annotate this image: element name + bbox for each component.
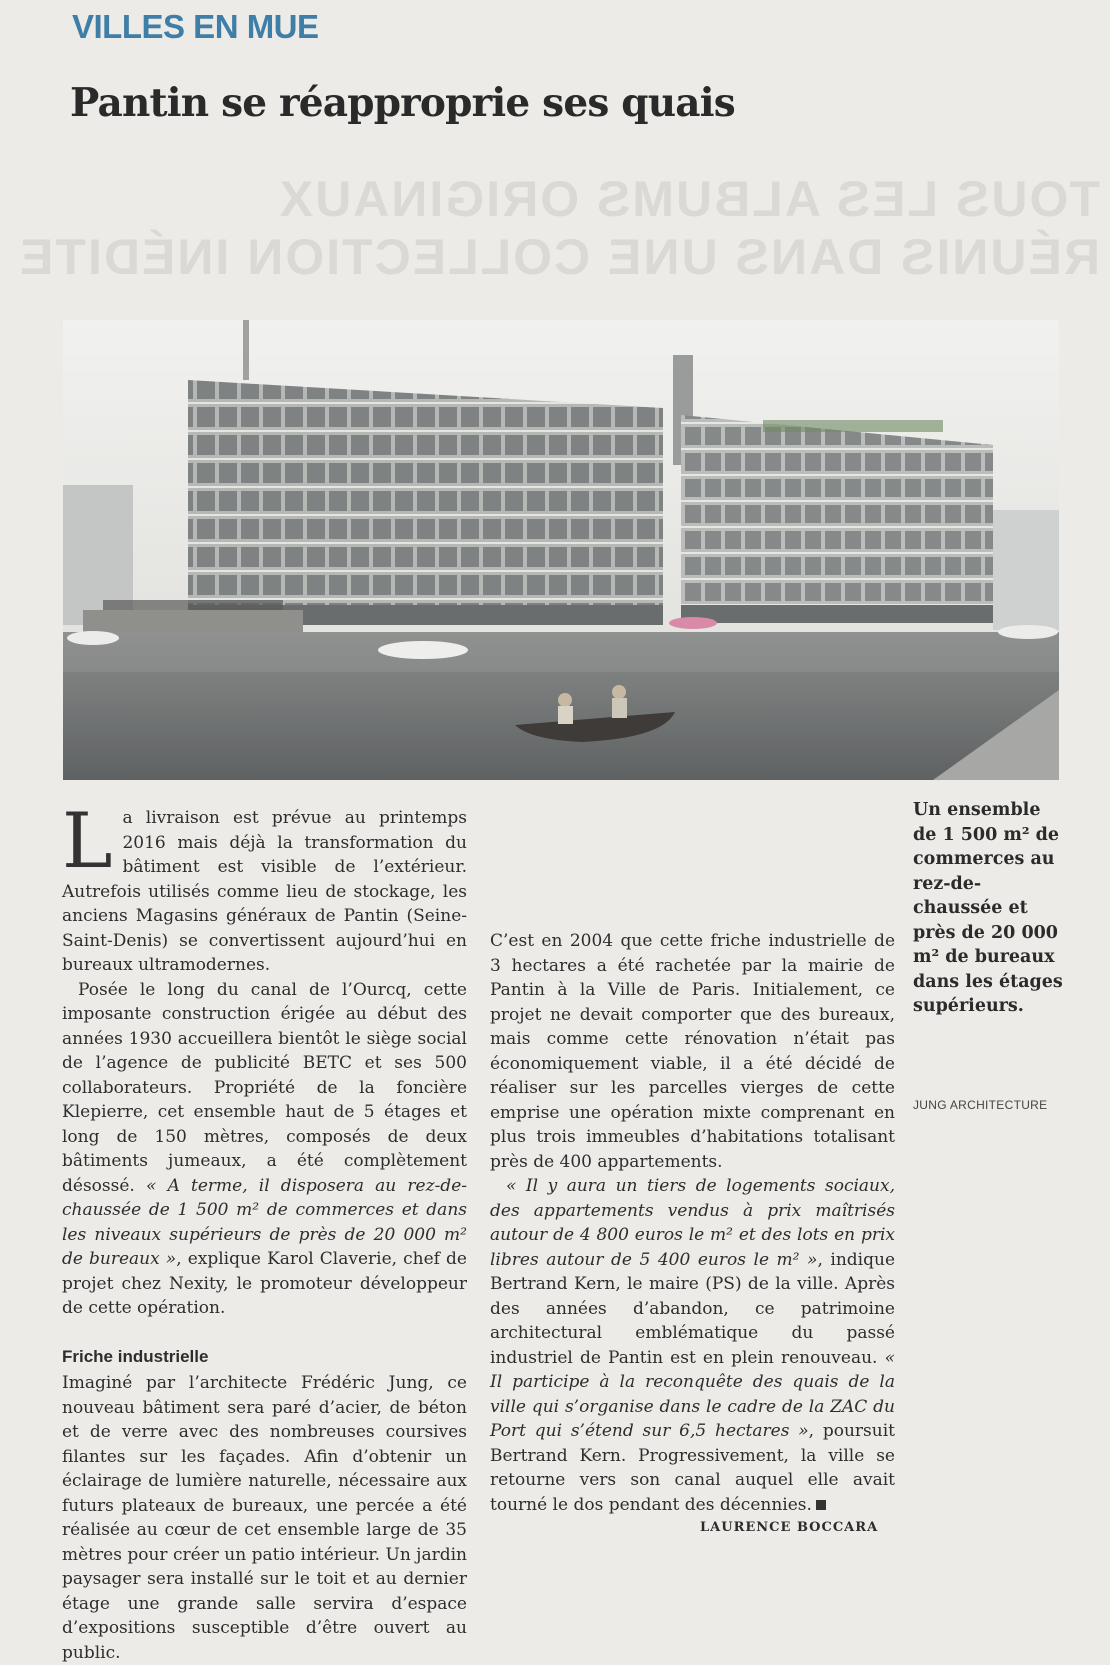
drop-cap: L (62, 796, 113, 885)
paragraph-2 (62, 978, 467, 1321)
photo-caption: Un ensemble de 1 500 m² de commerces au rez-de-chaussée et près de 20 000 m² de bureaux dans les étages supérieurs. (913, 800, 1063, 1016)
article-photo (63, 320, 1059, 780)
photo-credit: JUNG ARCHITECTURE (913, 1098, 1048, 1112)
paragraph-2-end: , explique Karol Claverie, chef de projet chez Nexity, le promoteur développeur de cette opération. (62, 1249, 467, 1318)
paragraph-5-end: , poursuit Bertrand Kern. Progressivement, la ville se retourne vers son canal auquel elle avait tourné le dos pendant des décennies. (490, 1421, 895, 1515)
paragraph-5 (490, 1174, 895, 1517)
bleed-through-text: TOUS LES ALBUMS ORIGINAUX RÉUNIS DANS UNE COLLECTION INÉDITE (18, 171, 1100, 285)
end-of-article-mark (816, 1500, 826, 1510)
paragraph-5-quote-2: « Il participe à la reconquête des quais de la ville qui s’organise dans le cadre de la ZAC du Port qui s’étend sur 6,5 hectares » (490, 1347, 895, 1441)
article-headline: Pantin se réapproprie ses quais (70, 80, 735, 126)
article-column-1 (62, 796, 467, 1665)
article-column-2 (490, 808, 895, 1517)
paragraph-2-quote: « A terme, il disposera au rez-de-chaussée de 1 500 m² de commerces et dans les niveaux supérieurs de près de 20 000 m² de bureaux » (62, 1175, 467, 1269)
paragraph-3: Imaginé par l’architecte Frédéric Jung, ce nouveau bâtiment sera paré d’acier, de béton et de verre avec des nombreuses coursives filantes sur les façades. Afin d’obtenir un éclairage de lumière naturelle, nécessaire aux futurs plateaux de bureaux, une percée a été réalisée au cœur de cet ensemble large de 35 mètres pour créer un patio intérieur. Un jardin paysager sera installé sur le toit et au dernier étage une grande salle servira d’espace d’expositions susceptible d’être ouvert au public. (62, 1373, 467, 1663)
paragraph-4: C’est en 2004 que cette friche industrielle de 3 hectares a été rachetée par la mairie de Pantin à la Ville de Paris. Initialement, ce projet ne devait comporter que des bureaux, mais comme cette rénovation n’était pas économiquement viable, il a été décidé de réaliser sur les parcelles vierges de cette emprise une opération mixte comprenant en plus trois immeubles d’habitations totalisant près de 400 appartements. (490, 931, 895, 1172)
paragraph-intro (62, 796, 467, 978)
section-rubric: VILLES EN MUE (72, 8, 319, 45)
paragraph-2-text: Posée le long du canal de l’Ourcq, cette imposante construction érigée au début des années 1930 accueillera bientôt le siège social de l’agence de publicité BETC et ses 500 collaborateurs. Propriété de la foncière Klepierre, cet ensemble haut de 5 étages et long de 150 mètres, composés de deux bâtiments jumeaux, a été complètement désossé. (62, 979, 467, 1196)
paragraph-5-quote: « Il y aura un tiers de logements sociaux, des appartements vendus à prix maîtrisés autour de 4 800 euros le m² et des lots en prix libres autour de 5 400 euros le m² » (490, 1176, 895, 1270)
paragraph-5-mid: , indique Bertrand Kern, le maire (PS) de la ville. Après des années d’abandon, ce patrimoine architectural emblématique du passé industriel de Pantin est en plein renouveau. (490, 1249, 896, 1368)
building-rendering-image (63, 320, 1059, 780)
paragraph-intro-text: a livraison est prévue au printemps 2016 mais déjà la transformation du bâtiment est visible de l’extérieur. Autrefois utilisés comme lieu de stockage, les anciens Magasins généraux de Pantin (Seine-Saint-Denis) se convertissent aujourd’hui en bureaux ultramodernes. (62, 808, 467, 975)
author-byline: LAURENCE BOCCARA (700, 1520, 879, 1535)
subheading: Friche industrielle (62, 1346, 209, 1366)
